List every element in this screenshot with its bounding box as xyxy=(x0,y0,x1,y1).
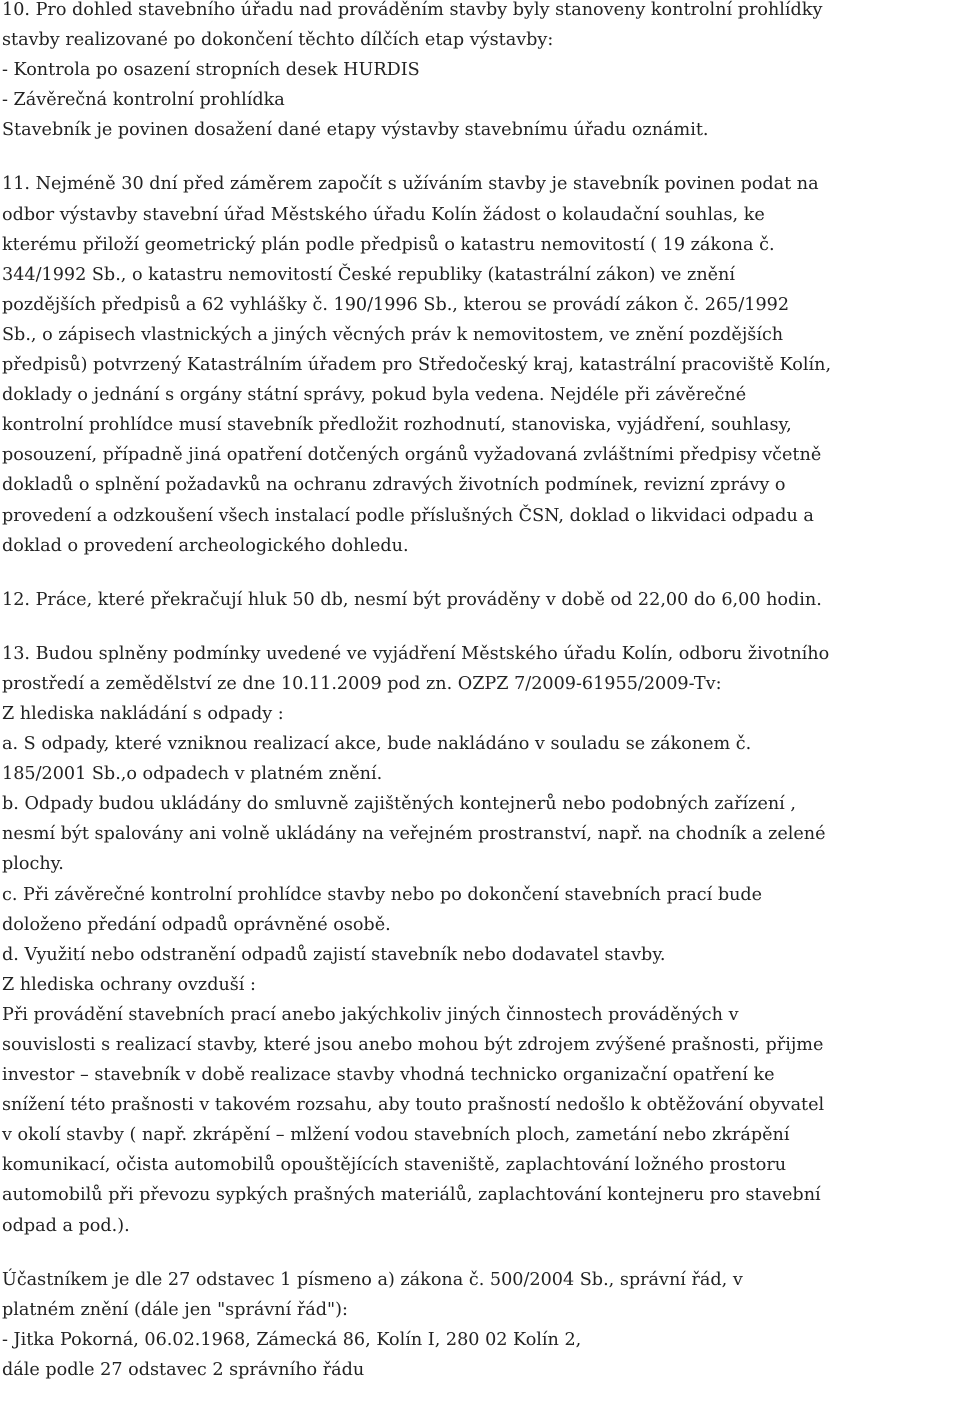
text-line: 185/2001 Sb.,o odpadech v platném znění. xyxy=(2,764,383,785)
paragraph-11 xyxy=(2,169,958,560)
text-line: snížení této prašnosti v takovém rozsahu, aby touto prašností nedošlo k obtěžování obyvatel xyxy=(2,1095,825,1116)
text-line: odpad a pod.). xyxy=(2,1215,130,1236)
text-line: komunikací, očista automobilů opouštějících staveniště, zaplachtování ložného prostoru xyxy=(2,1155,787,1176)
text-line: kontrolní prohlídce musí stavebník předložit rozhodnutí, stanoviska, vyjádření, souhlasy, xyxy=(2,415,792,436)
text-line: nesmí být spalovány ani volně ukládány na veřejném prostranství, např. na chodník a zelené xyxy=(2,824,826,845)
document-page xyxy=(2,0,958,1409)
text-line: prostředí a zemědělství ze dne 10.11.2009 pod zn. OZPZ 7/2009-61955/2009-Tv: xyxy=(2,673,722,694)
text-line: souvislosti s realizací stavby, které jsou anebo mohou být zdrojem zvýšené prašnosti, přijme xyxy=(2,1035,824,1055)
text-line: Z hlediska nakládání s odpady : xyxy=(2,703,284,724)
text-line: - Jitka Pokorná, 06.02.1968, Zámecká 86, Kolín I, 280 02 Kolín 2, xyxy=(2,1329,582,1350)
text-line: v okolí stavby ( např. zkrápění – mlžení vodou stavebních ploch, zametání nebo zkrápění xyxy=(2,1125,790,1146)
paragraph-participants xyxy=(2,1265,958,1385)
text-line: doloženo předání odpadů oprávněné osobě. xyxy=(2,914,391,935)
text-line: Při provádění stavebních prací anebo jakýchkoliv jiných činnostech prováděných v xyxy=(2,1004,739,1025)
text-line: odbor výstavby stavební úřad Městského úřadu Kolín žádost o kolaudační souhlas, ke xyxy=(2,204,765,225)
text-line: automobilů při převozu sypkých prašných materiálů, zaplachtování kontejneru pro stavební xyxy=(2,1185,821,1206)
text-line: pozdějších předpisů a 62 vyhlášky č. 190/1996 Sb., kterou se provádí zákon č. 265/1992 xyxy=(2,294,790,315)
text-line: stavby realizované po dokončení těchto dílčích etap výstavby: xyxy=(2,30,554,51)
paragraph-12 xyxy=(2,585,958,615)
text-line: 10. Pro dohled stavebního úřadu nad prováděním stavby byly stanoveny kontrolní prohlídky xyxy=(2,0,823,20)
text-line: kterému přiloží geometrický plán podle předpisů o katastru nemovitostí ( 19 zákona č. xyxy=(2,234,775,255)
paragraph-13 xyxy=(2,639,958,1241)
text-line: dále podle 27 odstavec 2 správního řádu xyxy=(2,1359,365,1380)
text-line: doklady o jednání s orgány státní správy, pokud byla vedena. Nejdéle při závěrečné xyxy=(2,385,747,406)
text-line: dokladů o splnění požadavků na ochranu zdravých životních podmínek, revizní zprávy o xyxy=(2,475,786,496)
text-line: - Závěrečná kontrolní prohlídka xyxy=(2,90,285,111)
text-line: Z hlediska ochrany ovzduší : xyxy=(2,974,256,995)
text-line: platném znění (dále jen "správní řád"): xyxy=(2,1299,348,1320)
text-line: 13. Budou splněny podmínky uvedené ve vyjádření Městského úřadu Kolín, odboru životního xyxy=(2,643,830,664)
text-line: předpisů) potvrzený Katastrálním úřadem pro Středočeský kraj, katastrální pracoviště Kolín, xyxy=(2,355,832,376)
text-line: a. S odpady, které vzniknou realizací akce, bude nakládáno v souladu se zákonem č. xyxy=(2,734,752,755)
text-line: posouzení, případně jiná opatření dotčených orgánů vyžadovaná zvláštními předpisy včetně xyxy=(2,445,822,466)
text-line: 344/1992 Sb., o katastru nemovitostí České republiky (katastrální zákon) ve znění xyxy=(2,264,736,285)
text-line: 12. Práce, které překračují hluk 50 db, nesmí být prováděny v době od 22,00 do 6,00 hodin. xyxy=(2,589,822,610)
text-line: c. Při závěrečné kontrolní prohlídce stavby nebo po dokončení stavebních prací bude xyxy=(2,884,763,905)
text-line: - Kontrola po osazení stropních desek HURDIS xyxy=(2,60,420,81)
text-line: plochy. xyxy=(2,854,64,875)
text-line: b. Odpady budou ukládány do smluvně zajištěných kontejnerů nebo podobných zařízení , xyxy=(2,794,796,815)
paragraph-10 xyxy=(2,0,958,145)
text-line: investor – stavebník v době realizace stavby vhodná technicko organizační opatření ke xyxy=(2,1065,775,1086)
text-line: 11. Nejméně 30 dní před záměrem započít s užíváním stavby je stavebník povinen podat na xyxy=(2,174,819,195)
text-line: d. Využití nebo odstranění odpadů zajistí stavebník nebo dodavatel stavby. xyxy=(2,944,666,965)
text-line: Účastníkem je dle 27 odstavec 1 písmeno a) zákona č. 500/2004 Sb., správní řád, v xyxy=(2,1269,743,1290)
text-line: Sb., o zápisech vlastnických a jiných věcných práv k nemovitostem, ve znění pozdějších xyxy=(2,324,784,345)
text-line: provedení a odzkoušení všech instalací podle příslušných ČSN, doklad o likvidaci odpadu a xyxy=(2,505,814,526)
text-line: Stavebník je povinen dosažení dané etapy výstavby stavebnímu úřadu oznámit. xyxy=(2,120,709,141)
text-line: doklad o provedení archeologického dohledu. xyxy=(2,535,409,556)
